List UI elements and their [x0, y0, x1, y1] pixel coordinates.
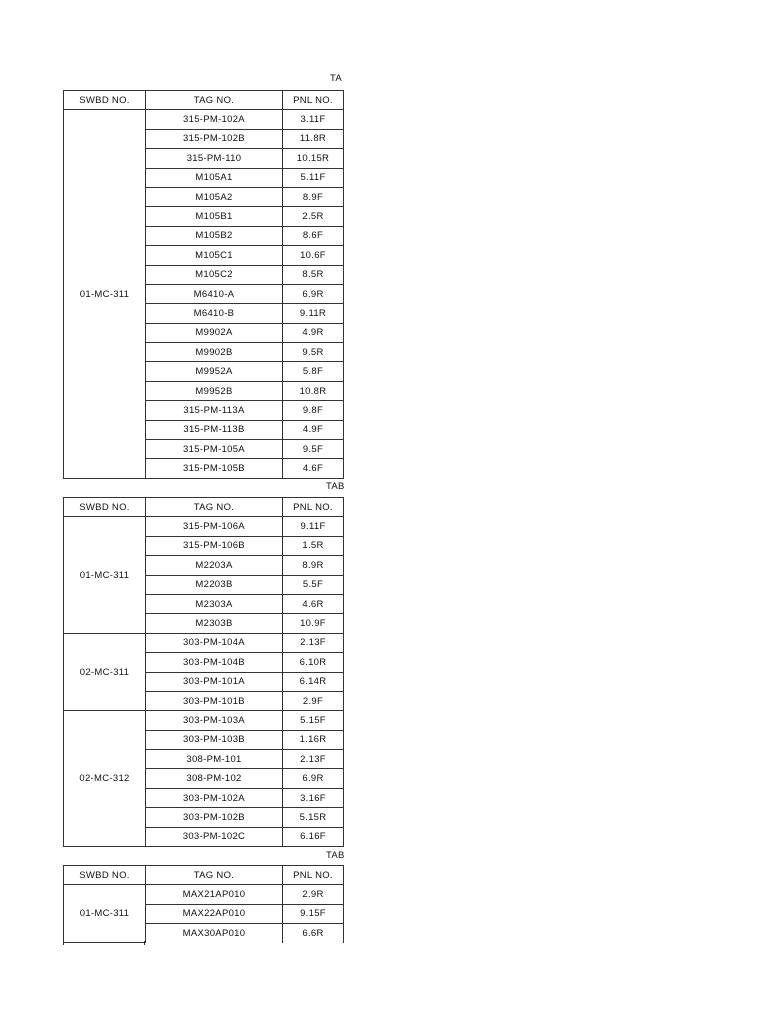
column-header-tag: TAG NO. [146, 498, 283, 517]
pnl-cell: 9.8F [283, 401, 344, 420]
tag-cell: MAX22AP010 [146, 904, 283, 923]
tag-cell: M6410-B [146, 304, 283, 323]
pnl-cell: 5.15R [283, 808, 344, 827]
pnl-cell: 10.6F [283, 246, 344, 265]
table-row [64, 110, 344, 129]
pnl-cell: 1.16R [283, 730, 344, 749]
pnl-cell: 10.15R [283, 149, 344, 168]
table-row [64, 633, 344, 652]
pnl-cell: 10.8R [283, 381, 344, 400]
table-row [64, 885, 344, 904]
pnl-cell: 9.11R [283, 304, 344, 323]
pnl-cell: 6.16F [283, 827, 344, 846]
tag-cell: 315-PM-106B [146, 536, 283, 555]
pnl-cell: 3.16F [283, 788, 344, 807]
tag-cell: M2203A [146, 556, 283, 575]
table-row [64, 517, 344, 536]
tag-cell: 315-PM-105B [146, 459, 283, 478]
tag-cell: M2203B [146, 575, 283, 594]
table-caption-fragment: TAB [326, 481, 345, 492]
pnl-cell: 3.11F [283, 110, 344, 129]
pnl-cell: 11.8R [283, 129, 344, 148]
header-row [64, 91, 344, 110]
tag-cell: 315-PM-113B [146, 420, 283, 439]
pnl-cell: 6.6R [283, 924, 344, 943]
pnl-cell: 4.9F [283, 420, 344, 439]
tag-cell: 303-PM-102B [146, 808, 283, 827]
tag-cell: M105A2 [146, 187, 283, 206]
pnl-cell: 9.5R [283, 343, 344, 362]
tag-cell: 315-PM-102B [146, 129, 283, 148]
pnl-cell: 4.6F [283, 459, 344, 478]
pnl-cell: 9.15F [283, 904, 344, 923]
pnl-cell: 8.9F [283, 187, 344, 206]
panel-schedule-table-2 [63, 497, 344, 847]
pnl-cell: 5.15F [283, 711, 344, 730]
column-header-pnl: PNL NO. [283, 91, 344, 110]
pnl-cell: 6.14R [283, 672, 344, 691]
tag-cell: 315-PM-113A [146, 401, 283, 420]
pnl-cell: 1.5R [283, 536, 344, 555]
tag-cell: 303-PM-101A [146, 672, 283, 691]
pnl-cell: 2.13F [283, 750, 344, 769]
pnl-cell: 8.5R [283, 265, 344, 284]
panel-schedule-table-3 [63, 865, 344, 943]
pnl-cell: 4.6R [283, 594, 344, 613]
tag-cell: M105C2 [146, 265, 283, 284]
pnl-cell: 8.9R [283, 556, 344, 575]
tag-cell: M6410-A [146, 284, 283, 303]
tag-cell: M9952B [146, 381, 283, 400]
tag-cell: 303-PM-103A [146, 711, 283, 730]
tag-cell: M9952A [146, 362, 283, 381]
column-header-tag: TAG NO. [146, 91, 283, 110]
pnl-cell: 4.9R [283, 323, 344, 342]
swbd-cell: 02-MC-312 [64, 711, 146, 847]
pnl-cell: 6.9R [283, 769, 344, 788]
header-row [64, 866, 344, 885]
tag-cell: 303-PM-102A [146, 788, 283, 807]
swbd-cell: 01-MC-311 [64, 517, 146, 633]
pnl-cell: 6.9R [283, 284, 344, 303]
pnl-cell: 2.5R [283, 207, 344, 226]
tag-cell: M105B2 [146, 226, 283, 245]
tag-cell: 308-PM-102 [146, 769, 283, 788]
tag-cell: 303-PM-102C [146, 827, 283, 846]
pnl-cell: 8.6F [283, 226, 344, 245]
tag-cell: M105C1 [146, 246, 283, 265]
tag-cell: MAX21AP010 [146, 885, 283, 904]
column-header-tag: TAG NO. [146, 866, 283, 885]
table-caption-fragment: TA [330, 73, 343, 84]
tag-cell: M105B1 [146, 207, 283, 226]
pnl-cell: 5.11F [283, 168, 344, 187]
tag-cell: 303-PM-103B [146, 730, 283, 749]
tag-cell: 315-PM-110 [146, 149, 283, 168]
tag-cell: MAX30AP010 [146, 924, 283, 943]
tag-cell: 303-PM-104A [146, 633, 283, 652]
table-tail-border [63, 941, 64, 945]
tag-cell: 303-PM-104B [146, 653, 283, 672]
swbd-cell: 01-MC-311 [64, 110, 146, 478]
panel-schedule-table-1 [63, 90, 344, 479]
tag-cell: 315-PM-105A [146, 440, 283, 459]
tag-cell: M9902A [146, 323, 283, 342]
pnl-cell: 5.8F [283, 362, 344, 381]
tag-cell: M2303B [146, 614, 283, 633]
pnl-cell: 2.9R [283, 885, 344, 904]
column-header-swbd: SWBD NO. [64, 866, 146, 885]
pnl-cell: 2.13F [283, 633, 344, 652]
table-tail-border [144, 941, 145, 945]
tag-cell: 315-PM-102A [146, 110, 283, 129]
column-header-pnl: PNL NO. [283, 866, 344, 885]
header-row [64, 498, 344, 517]
tag-cell: 315-PM-106A [146, 517, 283, 536]
pnl-cell: 9.11F [283, 517, 344, 536]
table-caption-fragment: TAB [326, 850, 345, 861]
column-header-swbd: SWBD NO. [64, 498, 146, 517]
pnl-cell: 10.9F [283, 614, 344, 633]
pnl-cell: 2.9F [283, 691, 344, 710]
column-header-pnl: PNL NO. [283, 498, 344, 517]
tag-cell: 308-PM-101 [146, 750, 283, 769]
swbd-cell: 02-MC-311 [64, 633, 146, 711]
tag-cell: M2303A [146, 594, 283, 613]
table-row [64, 711, 344, 730]
tag-cell: 303-PM-101B [146, 691, 283, 710]
swbd-cell: 01-MC-311 [64, 885, 146, 943]
tag-cell: M9902B [146, 343, 283, 362]
pnl-cell: 5.5F [283, 575, 344, 594]
tag-cell: M105A1 [146, 168, 283, 187]
pnl-cell: 9.5F [283, 440, 344, 459]
column-header-swbd: SWBD NO. [64, 91, 146, 110]
pnl-cell: 6.10R [283, 653, 344, 672]
